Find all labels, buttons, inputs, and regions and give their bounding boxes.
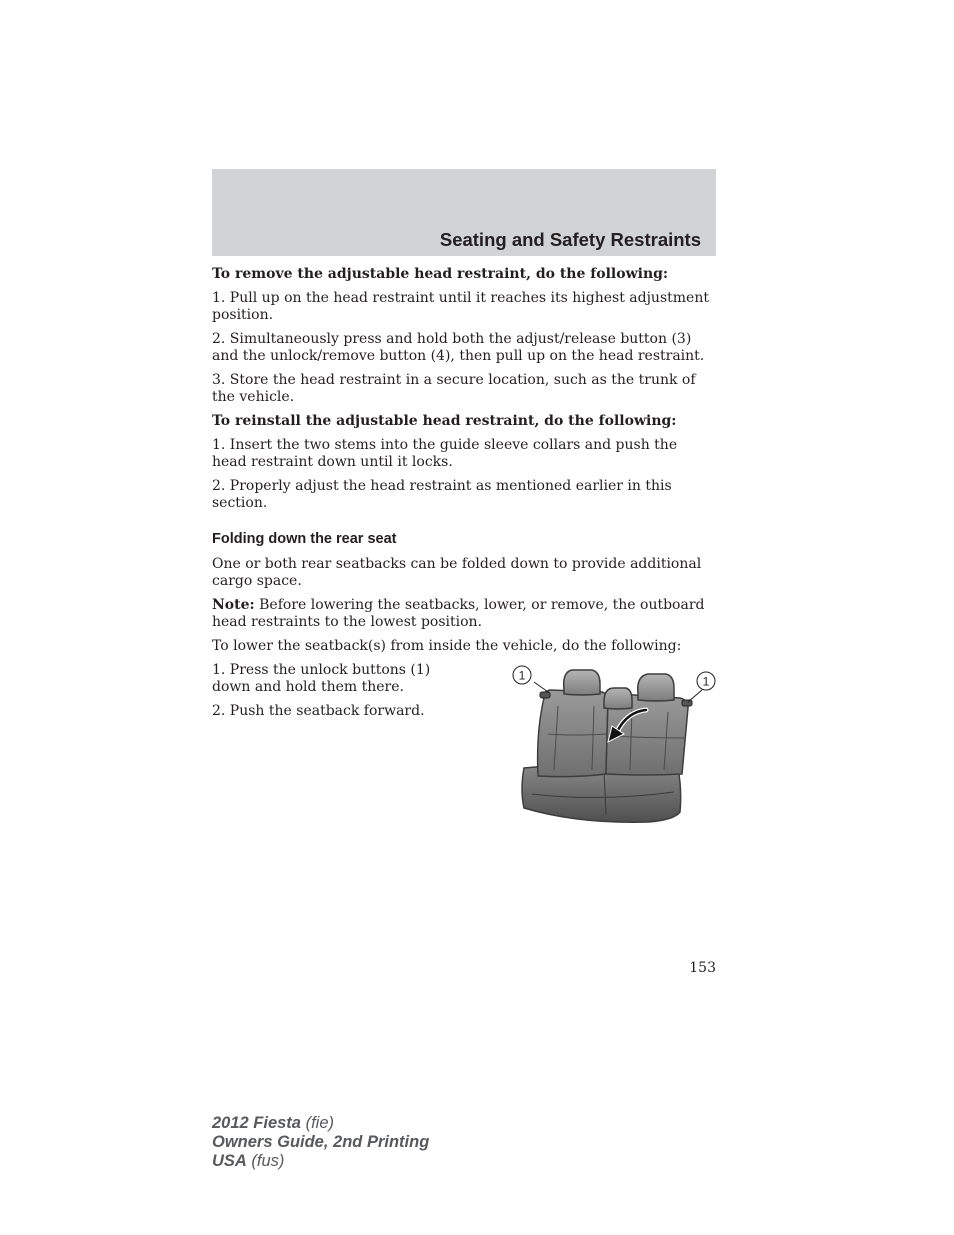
section-header-band <box>212 169 716 256</box>
reinstall-heading: To reinstall the adjustable head restraint, do the following: <box>212 413 677 429</box>
folding-note <box>212 597 716 631</box>
note-label: Note: <box>212 597 255 613</box>
footer-market-code: (fus) <box>246 1152 285 1170</box>
footer-line-2: Owners Guide, 2nd Printing <box>212 1133 430 1151</box>
right-unlock-button <box>682 700 692 706</box>
page-number: 153 <box>689 960 716 976</box>
footer-line-3 <box>212 1152 429 1171</box>
folding-step-1: 1. Press the unlock buttons (1) down and hold them there. <box>212 662 431 695</box>
folding-heading: Folding down the rear seat <box>212 531 397 547</box>
remove-step-2: 2. Simultaneously press and hold both the adjust/release button (3) and the unlock/remove button (4), then pull up on the head restraint. <box>212 331 705 364</box>
left-unlock-button <box>540 692 550 698</box>
remove-step-3: 3. Store the head restraint in a secure location, such as the trunk of the vehicle. <box>212 372 696 405</box>
callout-left-label: 1 <box>518 668 526 683</box>
footer-model: 2012 Fiesta <box>212 1114 301 1132</box>
right-head-restraint <box>638 674 674 701</box>
note-text: Before lowering the seatbacks, lower, or remove, the outboard head restraints to the lowest position. <box>212 597 705 630</box>
reinstall-step-2: 2. Properly adjust the head restraint as mentioned earlier in this section. <box>212 478 672 511</box>
center-head-restraint <box>604 688 632 709</box>
folding-instruction: To lower the seatback(s) from inside the vehicle, do the following: <box>212 638 682 654</box>
section-title: Seating and Safety Restraints <box>439 229 701 250</box>
left-seatback <box>538 690 608 777</box>
remove-heading: To remove the adjustable head restraint, do the following: <box>212 266 669 282</box>
footer-line-1 <box>212 1114 429 1133</box>
folding-steps <box>212 662 452 727</box>
folding-intro: One or both rear seatbacks can be folded down to provide additional cargo space. <box>212 556 702 589</box>
document-footer <box>212 1114 429 1171</box>
folding-steps-row <box>212 662 716 832</box>
reinstall-step-1: 1. Insert the two stems into the guide sleeve collars and push the head restraint down until it locks. <box>212 437 678 470</box>
page-content <box>212 266 716 832</box>
footer-model-code: (fie) <box>300 1114 334 1132</box>
left-head-restraint <box>564 670 600 695</box>
callout-right-label: 1 <box>702 674 710 689</box>
remove-step-1: 1. Pull up on the head restraint until it reaches its highest adjustment position. <box>212 290 709 323</box>
folding-step-2: 2. Push the seatback forward. <box>212 703 425 719</box>
rear-seat-illustration <box>508 662 718 832</box>
footer-market: USA <box>212 1152 247 1170</box>
